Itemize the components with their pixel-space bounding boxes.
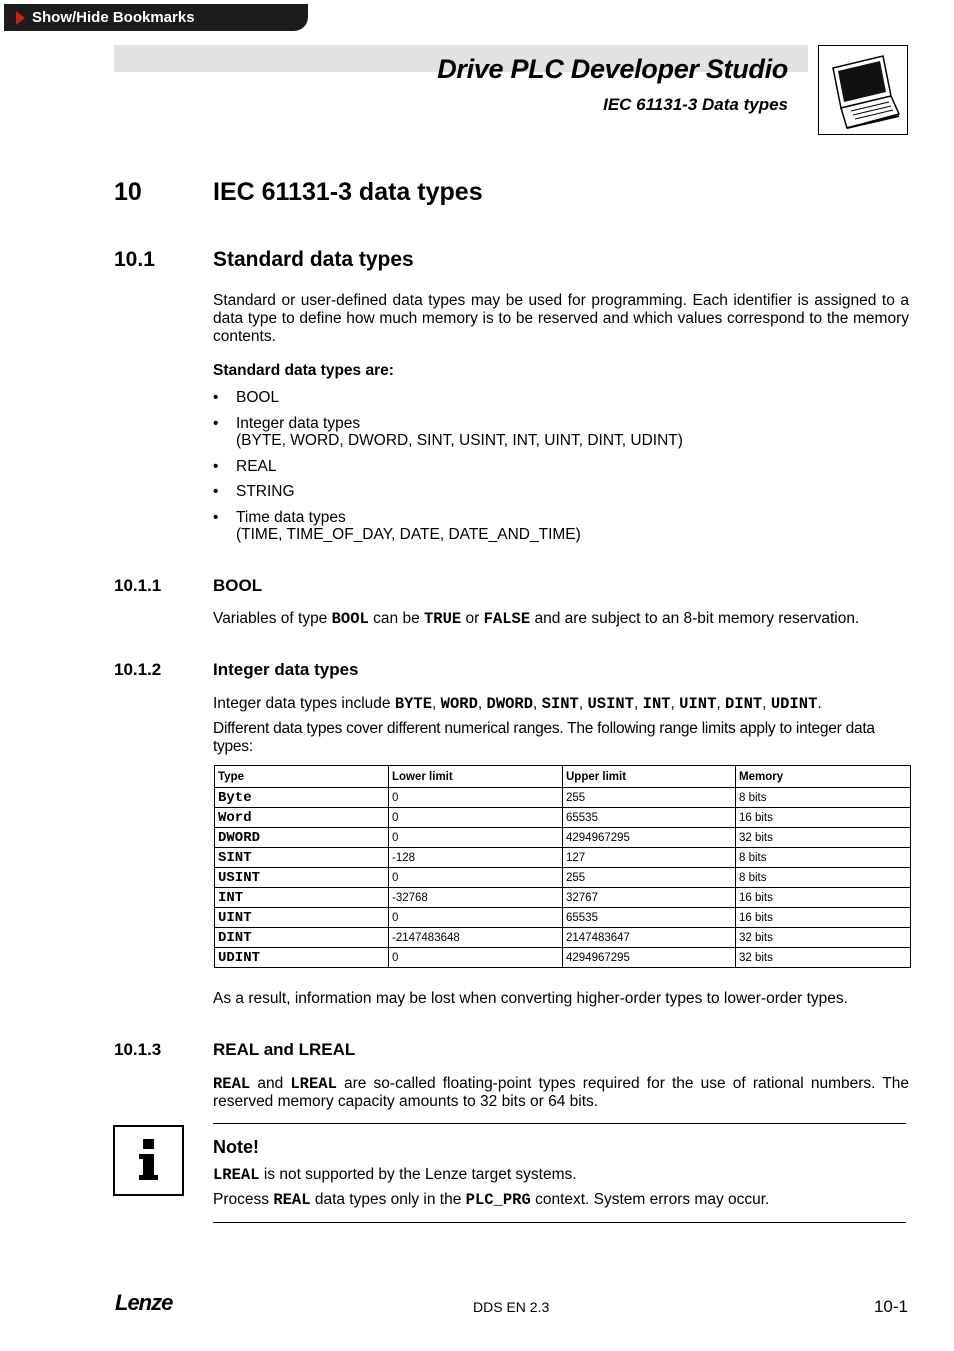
type-code: INT — [642, 695, 671, 713]
table-cell: 255 — [563, 788, 736, 808]
subsection-title-integer: Integer data types — [213, 660, 359, 679]
table-row — [215, 888, 911, 908]
table-row — [215, 928, 911, 948]
header-subtitle: IEC 61131-3 Data types — [603, 95, 788, 114]
section-number: 10.1 — [114, 248, 155, 271]
bookmarks-button-label: Show/Hide Bookmarks — [32, 9, 195, 26]
bookmarks-arrow-icon — [16, 11, 25, 25]
table-cell: 32 bits — [736, 828, 911, 848]
table-cell: 65535 — [563, 808, 736, 828]
page-number: 10-1 — [873, 1297, 908, 1316]
table-cell: 8 bits — [736, 868, 911, 888]
table-cell: 0 — [389, 868, 563, 888]
table-cell: -2147483648 — [389, 928, 563, 948]
table-cell: 0 — [389, 948, 563, 968]
document-id: DDS EN 2.3 — [473, 1299, 550, 1315]
table-cell: DWORD — [215, 828, 389, 848]
type-code: UINT — [679, 695, 717, 713]
table-cell: 4294967295 — [563, 948, 736, 968]
table-cell: 0 — [389, 808, 563, 828]
note-heading: Note! — [213, 1137, 259, 1157]
subsection-number-integer: 10.1.2 — [114, 660, 162, 679]
chapter-number: 10 — [114, 178, 142, 206]
table-row — [215, 908, 911, 928]
table-cell: 0 — [389, 828, 563, 848]
subsection-number-bool: 10.1.1 — [114, 576, 162, 595]
table-cell: -32768 — [389, 888, 563, 908]
table-row — [215, 948, 911, 968]
table-cell: 0 — [389, 788, 563, 808]
table-cell: SINT — [215, 848, 389, 868]
note-line-1: LREAL is not supported by the Lenze target systems. — [213, 1166, 577, 1184]
table-cell: 16 bits — [736, 888, 911, 908]
subsection-title-bool: BOOL — [213, 576, 263, 595]
type-code: BYTE — [394, 695, 433, 713]
section-title: Standard data types — [213, 248, 414, 271]
table-header-cell: Type — [215, 766, 389, 788]
table-cell: -128 — [389, 848, 563, 868]
section-intro-paragraph: Standard or user-defined data types may be used for programming. Each identifier is assigned to a data type to define how much memory is to be reserved and which values correspond to the memory contents. — [213, 292, 909, 345]
table-cell: 16 bits — [736, 808, 911, 828]
header-title: Drive PLC Developer Studio — [437, 54, 788, 84]
conversion-note: As a result, information may be lost when converting higher-order types to lower-order types. — [213, 990, 848, 1007]
type-code: DWORD — [486, 695, 534, 713]
table-cell: 32 bits — [736, 948, 911, 968]
table-cell: 2147483647 — [563, 928, 736, 948]
table-row — [215, 808, 911, 828]
note-bottom-divider — [213, 1222, 906, 1223]
table-cell: 8 bits — [736, 848, 911, 868]
type-code: DINT — [725, 695, 763, 713]
table-cell: 8 bits — [736, 788, 911, 808]
chapter-title: IEC 61131-3 data types — [213, 178, 483, 206]
table-row — [215, 868, 911, 888]
type-code: UDINT — [770, 695, 818, 713]
integer-ranges-paragraph: Different data types cover different numerical ranges. The following range limits apply to integer data types: — [213, 720, 875, 755]
note-line-2: Process REAL data types only in the PLC_PRG context. System errors may occur. — [213, 1191, 770, 1209]
table-cell: 16 bits — [736, 908, 911, 928]
table-row — [215, 788, 911, 808]
table-header-cell: Memory — [736, 766, 911, 788]
note-top-divider — [213, 1123, 906, 1124]
subsection-number-real: 10.1.3 — [114, 1040, 162, 1059]
table-cell: 0 — [389, 908, 563, 928]
table-cell: UINT — [215, 908, 389, 928]
table-cell: 65535 — [563, 908, 736, 928]
bool-description: Variables of type BOOL can be TRUE or FALSE and are subject to an 8-bit memory reservation. — [213, 610, 860, 628]
table-cell: 127 — [563, 848, 736, 868]
table-cell: DINT — [215, 928, 389, 948]
info-icon — [113, 1125, 184, 1196]
laptop-icon — [818, 45, 908, 135]
lenze-logo: Lenze — [115, 1290, 173, 1315]
table-cell: 4294967295 — [563, 828, 736, 848]
table-cell: 32767 — [563, 888, 736, 908]
table-cell: Byte — [215, 788, 389, 808]
integer-range-table — [214, 765, 911, 968]
table-cell: Word — [215, 808, 389, 828]
subsection-title-real: REAL and LREAL — [213, 1040, 356, 1059]
table-cell: USINT — [215, 868, 389, 888]
table-header-row — [215, 766, 911, 788]
table-header-cell: Upper limit — [563, 766, 736, 788]
table-cell: 255 — [563, 868, 736, 888]
type-code: USINT — [587, 695, 635, 713]
table-row — [215, 828, 911, 848]
table-cell: INT — [215, 888, 389, 908]
table-cell: UDINT — [215, 948, 389, 968]
real-description: REAL and LREAL are so-called floating-point types required for the use of rational numbers. The reserved memory capacity amounts to 32 bits or 64 bits. — [213, 1075, 909, 1110]
show-hide-bookmarks-button[interactable] — [4, 4, 308, 31]
type-code: WORD — [440, 695, 478, 713]
table-row — [215, 848, 911, 868]
table-header-cell: Lower limit — [389, 766, 563, 788]
standard-types-heading: Standard data types are: — [213, 362, 394, 379]
type-code: SINT — [541, 695, 579, 713]
integer-types-include: Integer data types include BYTE, WORD, DWORD, SINT, USINT, INT, UINT, DINT, UDINT. — [213, 695, 822, 713]
table-cell: 32 bits — [736, 928, 911, 948]
